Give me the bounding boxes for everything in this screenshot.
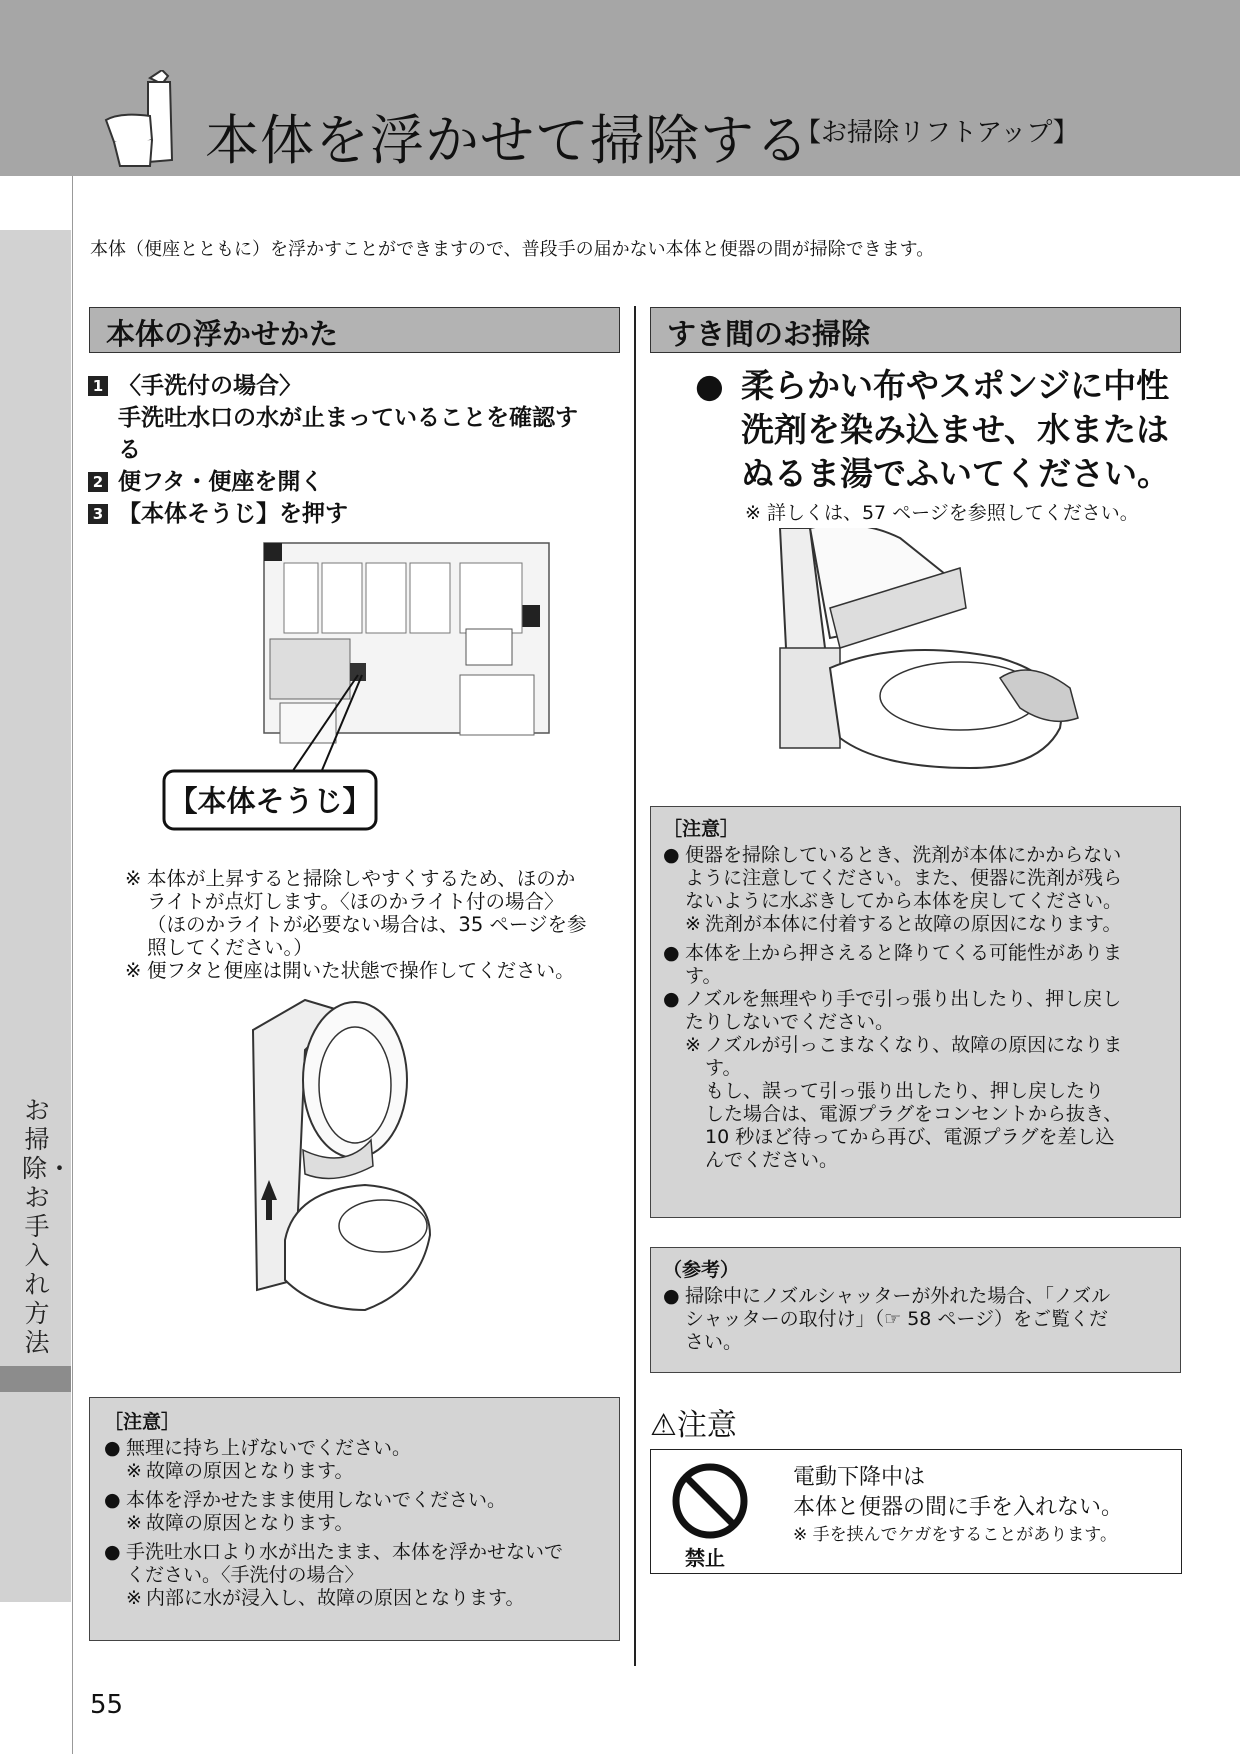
bullet-dot: ● bbox=[663, 1285, 680, 1307]
note-line: （ほのかライトが必要ない場合は、35 ページを参 bbox=[147, 913, 587, 936]
reference-line: 掃除中にノズルシャッターが外れた場合、「ノズル bbox=[685, 1285, 1111, 1307]
caution-text: 無理に持ち上げないでください。 bbox=[126, 1437, 412, 1459]
caution-line: 便器を掃除しているとき、洗剤が本体にかからない bbox=[685, 844, 1122, 866]
bullet-dot: ● bbox=[104, 1437, 121, 1459]
step-text: 便フタ・便座を開く bbox=[118, 469, 324, 495]
page-subtitle: 【お掃除リフトアップ】 bbox=[795, 118, 1079, 148]
step-text: 手洗吐水口の水が止まっていることを確認す bbox=[118, 405, 578, 431]
caution-item-cont bbox=[104, 1564, 609, 1587]
instruction-line: ぬるま湯でふいてください。 bbox=[741, 454, 1170, 493]
step-2 bbox=[88, 466, 628, 498]
caution-subline: んでください。 bbox=[705, 1149, 839, 1171]
side-tab-label: お掃除・お手入れ方法 bbox=[22, 1096, 73, 1357]
toilet-lifted-illustration bbox=[245, 990, 470, 1315]
caution-subnote bbox=[126, 1512, 609, 1535]
reference-box bbox=[650, 1247, 1181, 1373]
left-notes bbox=[125, 867, 625, 982]
caution-text: ください。〈手洗付の場合〉 bbox=[126, 1564, 364, 1586]
note-line: 本体が上昇すると掃除しやすくするため、ほのか bbox=[147, 867, 576, 890]
wipe-instruction bbox=[695, 364, 1195, 496]
note-mark: ※ bbox=[125, 867, 142, 890]
note-item bbox=[125, 959, 625, 982]
reference-title: （参考） bbox=[663, 1259, 740, 1281]
page-number: 55 bbox=[90, 1690, 124, 1720]
caution-subline: した場合は、電源プラグをコンセントから抜き、 bbox=[705, 1103, 1123, 1125]
note-mark: ※ bbox=[685, 913, 701, 935]
step-1 bbox=[88, 370, 628, 466]
note-line: 照してください。） bbox=[147, 936, 313, 959]
caution-item bbox=[663, 988, 1170, 1034]
bullet-dot: ● bbox=[663, 942, 680, 964]
warning-line: 本体と便器の間に手を入れない。 bbox=[793, 1495, 1124, 1520]
margin-rule bbox=[72, 176, 73, 1754]
side-tab bbox=[0, 230, 71, 1602]
caution-subline: す。 bbox=[705, 1057, 742, 1079]
page-title: 本体を浮かせて掃除する bbox=[205, 109, 810, 172]
intro-text: 本体（便座とともに）を浮かすことができますので、普段手の届かない本体と便器の間が掃除できます。 bbox=[90, 239, 935, 260]
page-header bbox=[0, 0, 1240, 176]
side-tab-marker bbox=[0, 1366, 71, 1392]
note-mark: ※ bbox=[126, 1460, 142, 1482]
prohibited-label: 禁止 bbox=[685, 1546, 725, 1570]
bullet-dot: ● bbox=[695, 366, 724, 405]
caution-heading-text: 注意 bbox=[676, 1408, 737, 1443]
reference-line: さい。 bbox=[685, 1331, 743, 1353]
toilet-icon bbox=[100, 70, 180, 170]
step-text: る bbox=[118, 437, 141, 463]
note-mark: ※ bbox=[126, 1587, 142, 1609]
caution-subtext: 故障の原因となります。 bbox=[146, 1460, 354, 1482]
caution-line: ように注意してください。また、便器に洗剤が残ら bbox=[685, 867, 1123, 889]
caution-line: ノズルを無理やり手で引っ張り出したり、押し戻し bbox=[685, 988, 1122, 1010]
bullet-dot: ● bbox=[663, 988, 680, 1010]
caution-line: たりしないでください。 bbox=[685, 1011, 895, 1033]
column-divider bbox=[634, 306, 636, 1666]
note-mark: ※ bbox=[125, 959, 142, 982]
reference-line: シャッターの取付け」（☞ 58 ページ）をご覧くだ bbox=[685, 1308, 1109, 1330]
step-number: 3 bbox=[88, 504, 108, 524]
caution-subnote bbox=[126, 1460, 609, 1483]
caution-item bbox=[104, 1541, 609, 1564]
caution-text: 手洗吐水口より水が出たまま、本体を浮かせないで bbox=[126, 1541, 564, 1563]
instruction-line: 洗剤を染み込ませ、水または bbox=[741, 410, 1170, 449]
note-line: ライトが点灯します。〈ほのかライト付の場合〉 bbox=[147, 890, 564, 913]
step-number: 1 bbox=[88, 376, 108, 396]
bullet-dot: ● bbox=[104, 1541, 121, 1563]
caution-item bbox=[104, 1489, 609, 1512]
caution-subtext: 内部に水が浸入し、故障の原因となります。 bbox=[146, 1587, 525, 1609]
caution-subtext: 洗剤が本体に付着すると故障の原因になります。 bbox=[705, 913, 1122, 935]
note-mark: ※ bbox=[685, 1034, 701, 1056]
step-text: 【本体そうじ】を押す bbox=[118, 501, 348, 527]
note-line: 便フタと便座は開いた状態で操作してください。 bbox=[147, 959, 575, 982]
warning-line: 電動下降中は bbox=[793, 1465, 926, 1490]
wiping-gap-illustration bbox=[770, 528, 1080, 773]
bullet-dot: ● bbox=[104, 1489, 121, 1511]
caution-heading bbox=[650, 1400, 737, 1444]
caution-subline: ノズルが引っこまなくなり、故障の原因になりま bbox=[705, 1034, 1123, 1056]
prohibited-icon bbox=[671, 1462, 749, 1540]
callout-label: 【本体そうじ】 bbox=[168, 784, 372, 818]
caution-subnote bbox=[685, 913, 1170, 936]
step-number: 2 bbox=[88, 472, 108, 492]
warning-triangle-icon: ⚠ bbox=[650, 1408, 677, 1443]
note-item bbox=[125, 867, 625, 959]
left-section-heading: 本体の浮かせかた bbox=[89, 307, 620, 353]
bullet-dot: ● bbox=[663, 844, 680, 866]
reference-item bbox=[663, 1285, 1170, 1354]
caution-title: ［注意］ bbox=[663, 818, 740, 840]
control-panel-illustration bbox=[150, 535, 570, 835]
step-3 bbox=[88, 498, 628, 530]
caution-title: ［注意］ bbox=[104, 1411, 181, 1433]
prohibition-box bbox=[650, 1449, 1182, 1574]
caution-subline: もし、誤って引っ張り出したり、押し戻したり bbox=[705, 1080, 1105, 1102]
steps-list bbox=[88, 370, 628, 530]
warning-note: ※ 手を挟んでケガをすることがあります。 bbox=[793, 1525, 1117, 1545]
right-caution-box bbox=[650, 806, 1181, 1218]
caution-item bbox=[663, 844, 1170, 913]
step-text: 〈手洗付の場合〉 bbox=[118, 373, 302, 399]
instruction-line: 柔らかい布やスポンジに中性 bbox=[741, 366, 1170, 405]
left-caution-box bbox=[89, 1397, 620, 1641]
caution-subnote bbox=[685, 1034, 1170, 1172]
caution-item bbox=[104, 1437, 609, 1460]
right-section-heading: すき間のお掃除 bbox=[650, 307, 1181, 353]
caution-subline: 10 秒ほど待ってから再び、電源プラグを差し込 bbox=[705, 1126, 1115, 1148]
caution-line: す。 bbox=[685, 965, 722, 987]
caution-text: 本体を浮かせたまま使用しないでください。 bbox=[126, 1489, 507, 1511]
caution-line: ないように水ぶきしてから本体を戻してください。 bbox=[685, 890, 1123, 912]
caution-line: 本体を上から押さえると降りてくる可能性がありま bbox=[685, 942, 1123, 964]
caution-subnote bbox=[126, 1587, 609, 1610]
caution-item bbox=[663, 942, 1170, 988]
caution-subtext: 故障の原因となります。 bbox=[146, 1512, 354, 1534]
note-mark: ※ bbox=[126, 1512, 142, 1534]
reference-note: ※ 詳しくは、57 ページを参照してください。 bbox=[745, 502, 1139, 524]
